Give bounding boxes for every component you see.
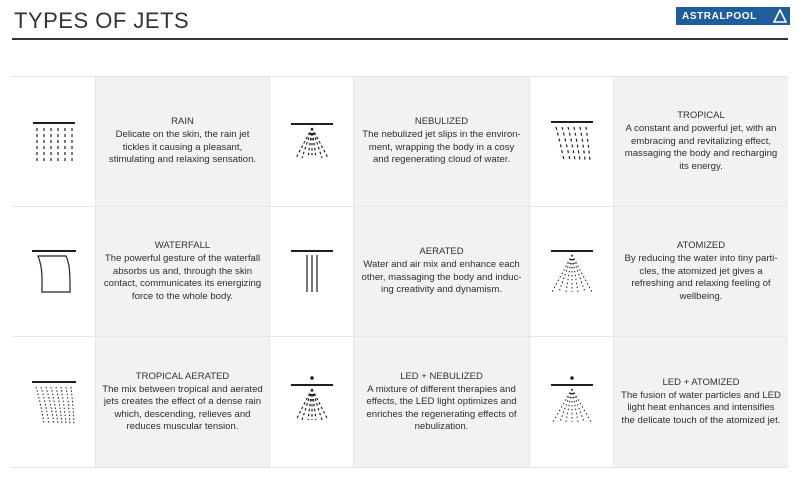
jet-description: A constant and powerful jet, with an embracing and revitalizing effect, massaging the body and recharging its energy. <box>624 123 778 172</box>
jets-table <box>12 76 788 468</box>
jet-card-waterfall <box>96 207 270 337</box>
jet-description: By reducing the water into tiny parti- cles, the atomized jet gives a refreshing and relaxing feeling of wellbeing. <box>624 253 778 302</box>
header-divider <box>12 38 788 40</box>
aerated-jet-icon <box>282 242 342 302</box>
jet-description: A mixture of different therapies and effects, the LED light optimizes and enriches the regenerating effects of nebulization. <box>366 383 517 432</box>
jet-name: WATERFALL <box>154 240 211 251</box>
jet-card-led-atomized <box>614 337 788 467</box>
jet-icon-cell <box>530 207 614 337</box>
tropical-aerated-jet-icon <box>24 372 84 432</box>
tropical-jet-icon <box>542 112 602 172</box>
jet-description: Water and air mix and enhance each other, massaging the body and induc- ing creativity and dynamism. <box>361 259 522 296</box>
jet-icon-cell <box>530 77 614 207</box>
logo-triangle-icon <box>773 9 787 23</box>
jet-card-rain <box>96 77 270 207</box>
jet-icon-cell <box>270 77 354 207</box>
astralpool-logo <box>676 7 790 25</box>
jet-icon-cell <box>270 207 354 337</box>
jet-icon-cell <box>12 77 96 207</box>
jet-card-led-nebulized <box>354 337 530 467</box>
jet-description: The fusion of water particles and LED light heat enhances and intensifies the delicate touch of the atomized jet. <box>621 389 781 426</box>
jet-name: LED + ATOMIZED <box>662 376 740 388</box>
jet-icon-cell <box>12 207 96 337</box>
jet-name: AERATED <box>419 246 464 258</box>
led-atomized-jet-icon <box>542 372 602 432</box>
jet-name: TROPICAL <box>677 110 725 121</box>
rain-jet-icon <box>24 112 84 172</box>
jet-name: LED + NEBULIZED <box>400 370 483 382</box>
jet-card-tropical <box>614 77 788 207</box>
jet-description: The powerful gesture of the waterfall absorbs us and, through the skin contact, communicates its energizing force to the whole body. <box>103 253 262 302</box>
jet-name: ATOMIZED <box>676 240 726 251</box>
jet-card-nebulized <box>354 77 530 207</box>
jet-description: The mix between tropical and aerated jets creates the effect of a dense rain which, descending, relieves and reduces muscular tension. <box>102 383 263 432</box>
jet-icon-cell <box>530 337 614 467</box>
jet-card-atomized <box>614 207 788 337</box>
jet-name: NEBULIZED <box>414 116 469 128</box>
jet-card-tropical-aerated <box>96 337 270 467</box>
jet-description: The nebulized jet slips in the environ- ment, wrapping the body in a cosy and regenerating cloud of water. <box>362 129 521 166</box>
jet-name: RAIN <box>171 116 194 128</box>
jet-name: TROPICAL AERATED <box>135 370 230 382</box>
page-title: TYPES OF JETS <box>14 8 190 33</box>
waterfall-jet-icon <box>24 242 84 302</box>
jet-card-aerated <box>354 207 530 337</box>
jet-description: Delicate on the skin, the rain jet tickles it causing a pleasant, stimulating and relaxing sensation. <box>108 129 257 166</box>
jet-icon-cell <box>12 337 96 467</box>
logo-text: ASTRALPOOL <box>682 10 757 22</box>
jet-icon-cell <box>270 337 354 467</box>
atomized-jet-icon <box>542 242 602 302</box>
led-nebulized-jet-icon <box>282 372 342 432</box>
nebulized-jet-icon <box>282 112 342 172</box>
